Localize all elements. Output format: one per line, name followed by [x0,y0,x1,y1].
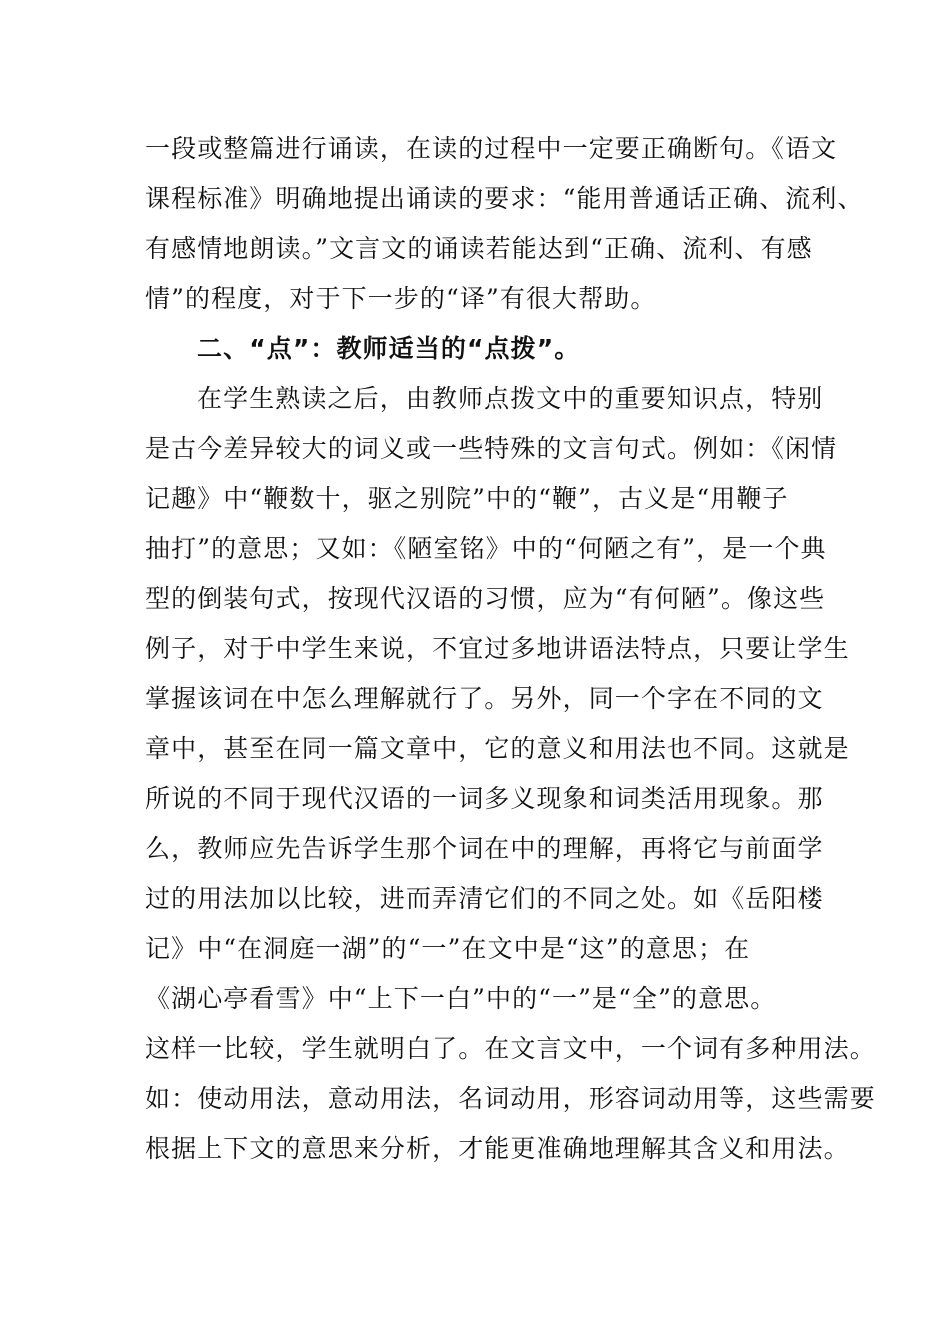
paragraph-line: 过的用法加以比较，进而弄清它们的不同之处。如《岳阳楼 [145,884,824,913]
paragraph-line: 是古今差异较大的词义或一些特殊的文言句式。例如：《闲情 [145,434,838,463]
paragraph-line: 如：使动用法，意动用法，名词动用，形容词动用等，这些需要 [145,1084,876,1113]
paragraph-line: 在学生熟读之后，由教师点拨文中的重要知识点，特别 [197,384,824,413]
paragraph-line: 所说的不同于现代汉语的一词多义现象和词类活用现象。那 [145,784,824,813]
section-heading: 二、“点”：教师适当的“点拨”。 [197,334,581,363]
document-body [145,124,876,1174]
paragraph-line: 型的倒装句式，按现代汉语的习惯，应为“有何陋”。像这些 [145,584,826,613]
paragraph-line: 章中，甚至在同一篇文章中，它的意义和用法也不同。这就是 [145,734,850,763]
paragraph-line: 掌握该词在中怎么理解就行了。另外，同一个字在不同的文 [145,684,824,713]
paragraph-line: 情”的程度，对于下一步的“译”有很大帮助。 [145,284,657,313]
paragraph-line: 有感情地朗读。”文言文的诵读若能达到“正确、流利、有感 [145,234,813,263]
paragraph-line: 么，教师应先告诉学生那个词在中的理解，再将它与前面学 [145,834,824,863]
paragraph-line: 《湖心亭看雪》中“上下一白”中的“一”是“全”的意思。 [145,984,777,1013]
paragraph-line: 记》中“在洞庭一湖”的“一”在文中是“这”的意思；在 [145,934,751,963]
paragraph-line: 这样一比较，学生就明白了。在文言文中，一个词有多种用法。 [145,1034,876,1063]
paragraph-line: 根据上下文的意思来分析，才能更准确地理解其含义和用法。 [145,1134,850,1163]
paragraph-line: 抽打”的意思；又如：《陋室铭》中的“何陋之有”，是一个典 [145,534,827,563]
paragraph-line: 一段或整篇进行诵读，在读的过程中一定要正确断句。《语文 [145,134,838,163]
paragraph-line: 课程标准》明确地提出诵读的要求：“能用普通话正确、流利、 [145,184,864,213]
paragraph-line: 记趣》中“鞭数十，驱之别院”中的“鞭”，古义是“用鞭子 [145,484,789,513]
paragraph-line: 例子，对于中学生来说，不宜过多地讲语法特点，只要让学生 [145,634,850,663]
